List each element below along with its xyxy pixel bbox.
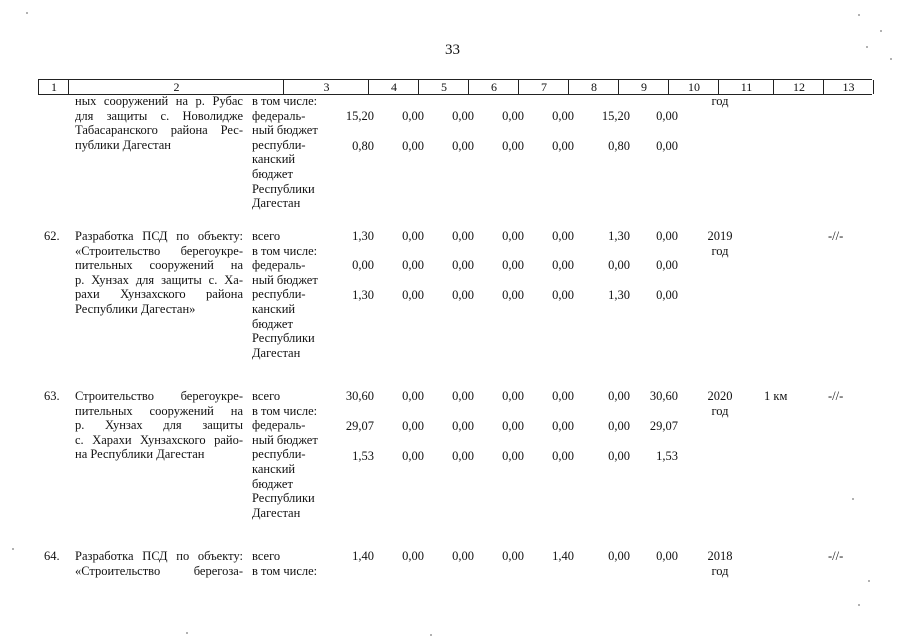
header-col-4: 4: [368, 80, 419, 94]
row-62-src-8: Республики: [252, 331, 315, 346]
row-64-total-c7: 0,00: [502, 549, 524, 563]
row-cont-src-8: Дагестан: [252, 196, 301, 211]
row-63-fed-c8: 0,00: [552, 419, 574, 433]
header-col-2: 2: [68, 80, 284, 94]
row-62-total-c10: 0,00: [656, 229, 678, 243]
scan-speck: [26, 12, 28, 14]
row-63-total-c7: 0,00: [502, 389, 524, 403]
row-64-total-c6: 0,00: [452, 549, 474, 563]
row-63-rep-c8: 0,00: [552, 449, 574, 463]
row-62-desc-2: «Строительство берегоукре-: [75, 243, 243, 258]
row-cont-src-4: республи-: [252, 137, 306, 152]
header-col-10: 10: [668, 80, 719, 94]
row-63-total-c6: 0,00: [452, 389, 474, 403]
row-64-total-c9: 0,00: [608, 549, 630, 563]
row-63-src-2: в том числе:: [252, 403, 318, 418]
row-cont-rep-c10: 0,00: [656, 139, 678, 153]
row-cont-rep-c6: 0,00: [452, 139, 474, 153]
row-63-src-4: ный бюджет: [252, 432, 318, 447]
scan-speck: [880, 30, 882, 32]
row-62-total-c7: 0,00: [502, 229, 524, 243]
row-cont-desc-4: публики Дагестан: [75, 137, 171, 152]
row-63-desc-2: пительных сооружений на: [75, 403, 243, 418]
row-62-rep-c7: 0,00: [502, 288, 524, 302]
row-63-total-c9: 0,00: [608, 389, 630, 403]
header-col-1: 1: [38, 80, 69, 94]
row-63-fed-c7: 0,00: [502, 419, 524, 433]
row-cont-rep-c9: 0,80: [608, 139, 630, 153]
scan-speck: [186, 632, 188, 634]
scan-speck: [858, 604, 860, 606]
row-cont-desc-3: Табасаранского района Рес-: [75, 123, 243, 138]
row-62-rep-c4: 1,30: [352, 288, 374, 302]
row-63-desc-4: с. Харахи Хунзахского райо-: [75, 432, 243, 447]
row-62-fed-c8: 0,00: [552, 258, 574, 272]
header-col-12: 12: [773, 80, 824, 94]
row-63-rep-c9: 0,00: [608, 449, 630, 463]
header-col-6: 6: [468, 80, 519, 94]
row-62-fed-c4: 0,00: [352, 258, 374, 272]
row-cont-src-6: бюджет: [252, 167, 293, 181]
row-62-src-7: бюджет: [252, 316, 293, 331]
header-col-7: 7: [518, 80, 569, 94]
scan-speck: [12, 548, 14, 550]
scan-speck: [858, 14, 860, 16]
header-col-5: 5: [418, 80, 469, 94]
row-62-year-label: год: [711, 243, 729, 258]
scan-speck: [852, 498, 854, 500]
row-62-src-1: всего: [252, 229, 281, 243]
row-63-year: 2020: [707, 389, 733, 403]
row-63-src-5: республи-: [252, 447, 306, 462]
row-64-note: -//-: [828, 549, 844, 563]
row-63-total-c4: 30,60: [345, 389, 374, 403]
row-62-src-9: Дагестан: [252, 345, 301, 360]
row-64-desc-2: «Строительство берегоза-: [75, 563, 243, 578]
header-col-9: 9: [618, 80, 669, 94]
row-63-fed-c5: 0,00: [402, 419, 424, 433]
row-62-rep-c5: 0,00: [402, 288, 424, 302]
scan-speck: [866, 46, 868, 48]
row-cont-src-5: канский: [252, 152, 296, 167]
row-63-fed-c6: 0,00: [452, 419, 474, 433]
row-63-length: 1 км: [764, 389, 788, 403]
row-cont-desc-1: ных сооружений на р. Рубас: [75, 94, 243, 108]
row-cont-fed-c8: 0,00: [552, 109, 574, 123]
row-cont-fed-c9: 15,20: [601, 109, 630, 123]
row-cont-src-2: федераль-: [252, 108, 306, 123]
row-62-fed-c6: 0,00: [452, 258, 474, 272]
row-62-fed-c5: 0,00: [402, 258, 424, 272]
row-63-note: -//-: [828, 389, 844, 403]
header-col-3: 3: [283, 80, 369, 94]
row-63-number: 63.: [44, 389, 60, 403]
row-63-rep-c10: 1,53: [656, 449, 678, 463]
row-63-desc-1: Строительство берегоукре-: [75, 389, 243, 403]
row-64-total-c8: 1,40: [552, 549, 574, 563]
row-63-rep-c7: 0,00: [502, 449, 524, 463]
row-62-total-c9: 1,30: [608, 229, 630, 243]
row-cont-rep-c4: 0,80: [352, 139, 374, 153]
row-62-desc-3: пительных сооружений на: [75, 258, 243, 273]
scan-speck: [868, 580, 870, 582]
row-63-total-c8: 0,00: [552, 389, 574, 403]
row-64-total-c10: 0,00: [656, 549, 678, 563]
row-cont-desc-2: для защиты с. Новолидже: [75, 108, 243, 123]
row-cont-fed-c6: 0,00: [452, 109, 474, 123]
row-64-year-label: год: [711, 563, 729, 578]
row-63-src-1: всего: [252, 389, 281, 403]
row-62-rep-c8: 0,00: [552, 288, 574, 302]
row-62-note: -//-: [828, 229, 844, 243]
row-63-desc-3: р. Хунзах для защиты: [75, 418, 243, 433]
row-63-year-label: год: [711, 403, 729, 418]
row-63-src-7: бюджет: [252, 476, 293, 491]
row-cont-rep-c7: 0,00: [502, 139, 524, 153]
header-col-11: 11: [718, 80, 774, 94]
row-62-desc-1: Разработка ПСД по объекту:: [75, 229, 243, 243]
row-64-total-c5: 0,00: [402, 549, 424, 563]
row-62-fed-c7: 0,00: [502, 258, 524, 272]
row-62-total-c6: 0,00: [452, 229, 474, 243]
row-62-desc-4: р. Хунзах для защиты с. Ха-: [75, 272, 243, 287]
row-63-desc-5: на Республики Дагестан: [75, 447, 205, 462]
row-62-rep-c9: 1,30: [608, 288, 630, 302]
row-64-desc-1: Разработка ПСД по объекту:: [75, 549, 243, 563]
row-62-number: 62.: [44, 229, 60, 243]
row-64-year: 2018: [707, 549, 733, 563]
row-64-src-1: всего: [252, 549, 281, 563]
row-63-fed-c9: 0,00: [608, 419, 630, 433]
row-62-rep-c6: 0,00: [452, 288, 474, 302]
row-62-src-5: республи-: [252, 287, 306, 302]
row-64-number: 64.: [44, 549, 60, 563]
row-62-total-c5: 0,00: [402, 229, 424, 243]
row-cont-fed-c5: 0,00: [402, 109, 424, 123]
row-63-fed-c10: 29,07: [649, 419, 678, 433]
row-62-rep-c10: 0,00: [656, 288, 678, 302]
row-63-src-3: федераль-: [252, 418, 306, 433]
row-62-desc-5: рахи Хунзахского района: [75, 287, 243, 302]
row-62-src-4: ный бюджет: [252, 272, 318, 287]
scan-speck: [430, 634, 432, 636]
row-64-total-c4: 1,40: [352, 549, 374, 563]
row-62-year: 2019: [707, 229, 733, 243]
row-cont-src-3: ный бюджет: [252, 123, 318, 138]
row-63-rep-c5: 0,00: [402, 449, 424, 463]
row-63-src-9: Дагестан: [252, 505, 301, 520]
header-col-8: 8: [568, 80, 619, 94]
row-63-total-c5: 0,00: [402, 389, 424, 403]
row-62-desc-6: Республики Дагестан»: [75, 302, 196, 316]
row-cont-rep-c5: 0,00: [402, 139, 424, 153]
row-63-rep-c6: 0,00: [452, 449, 474, 463]
row-62-fed-c10: 0,00: [656, 258, 678, 272]
row-cont-src-7: Республики: [252, 181, 315, 196]
row-63-fed-c4: 29,07: [345, 419, 374, 433]
row-63-total-c10: 30,60: [649, 389, 678, 403]
row-cont-year: год: [711, 94, 729, 108]
row-cont-fed-c4: 15,20: [345, 109, 374, 123]
row-cont-fed-c10: 0,00: [656, 109, 678, 123]
table-header: [38, 79, 872, 95]
row-63-rep-c4: 1,53: [352, 449, 374, 463]
row-cont-rep-c8: 0,00: [552, 139, 574, 153]
row-63-src-8: Республики: [252, 491, 315, 506]
row-62-src-2: в том числе:: [252, 243, 318, 258]
scan-speck: [890, 58, 892, 60]
row-cont-fed-c7: 0,00: [502, 109, 524, 123]
row-63-src-6: канский: [252, 462, 296, 476]
row-62-total-c8: 0,00: [552, 229, 574, 243]
row-cont-src-1: в том числе:: [252, 94, 318, 108]
header-col-13: 13: [823, 80, 874, 94]
row-62-src-3: федераль-: [252, 258, 306, 273]
row-62-total-c4: 1,30: [352, 229, 374, 243]
row-62-src-6: канский: [252, 302, 296, 316]
row-62-fed-c9: 0,00: [608, 258, 630, 272]
page-number: 33: [445, 42, 460, 58]
row-64-src-2: в том числе:: [252, 563, 318, 578]
